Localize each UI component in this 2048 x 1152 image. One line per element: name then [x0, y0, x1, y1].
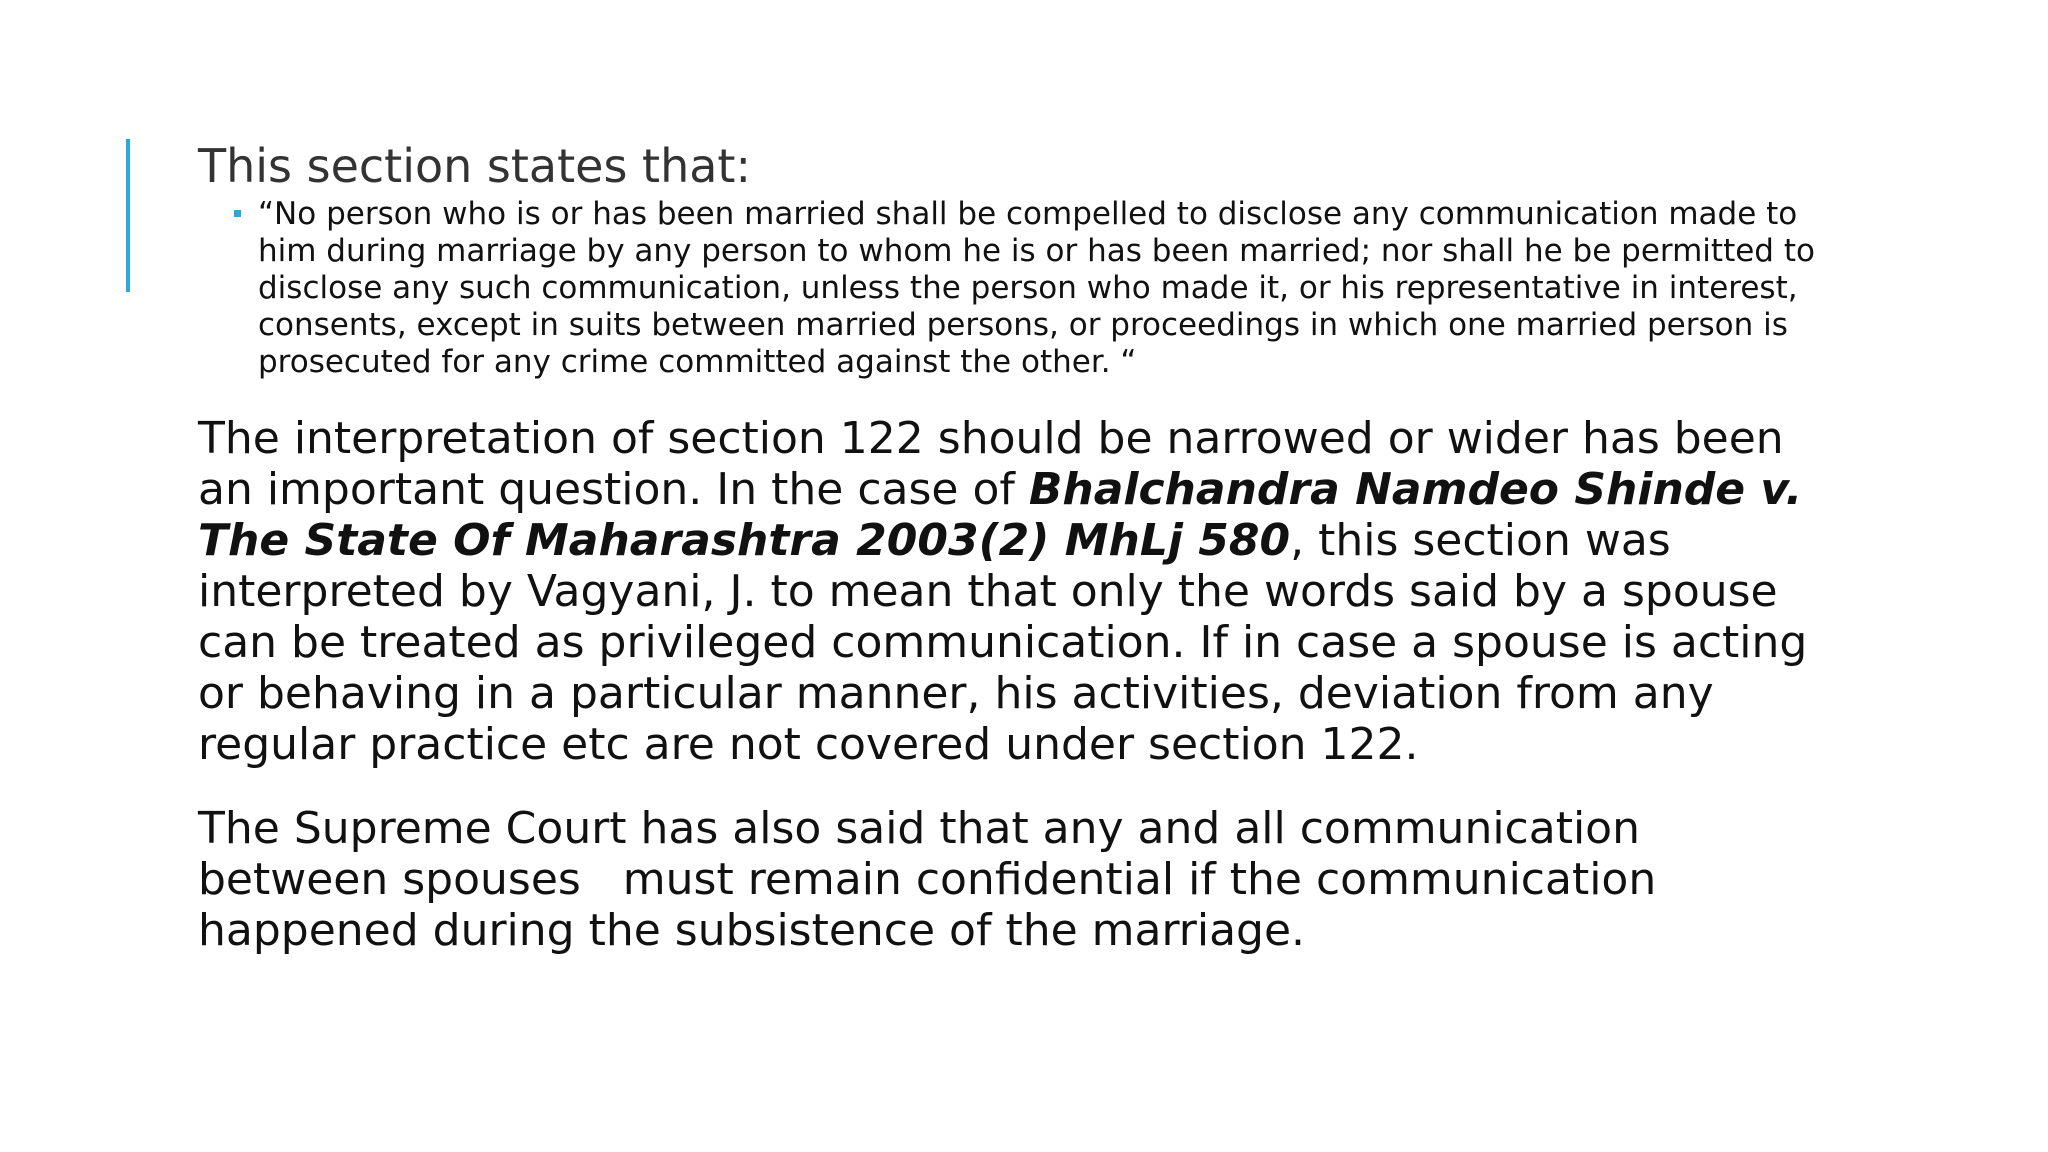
case-citation: Bhalchandra Namdeo Shinde v. The State Of Maharashtra 2003(2) MhLj 580 — [198, 464, 1803, 566]
slide-content — [198, 138, 1838, 956]
paragraph-supreme-court: The Supreme Court has also said that any and all communication between spouses must remain confidential if the communication happened during the subsistence of the marriage. — [198, 803, 1671, 956]
paragraph-1-rest: , this section was interpreted by Vagyani, J. to mean that only the words said by a spouse can be treated as privileged communication. If in case a spouse is acting or behaving in a particular manner, his activities, deviation from any regular practice etc are not covered under section 122. — [198, 515, 1808, 770]
paragraph-1-intro: The interpretation of section 122 should be narrowed or wider has been an important question. In the case of — [198, 413, 1784, 515]
square-bullet-icon — [234, 210, 241, 217]
slide-title: This section states that: — [198, 139, 751, 193]
bullet-item — [258, 196, 1848, 381]
bullet-list — [198, 196, 1838, 381]
paragraph-interpretation — [198, 413, 1838, 770]
bullet-text: “No person who is or has been married shall be compelled to disclose any communication made to him during marriage by any person to whom he is or has been married; nor shall he be permitted to disclose any such communication, unless the person who made it, or his representative in interest, consents, except in suits between married persons, or proceedings in which one married person is prosecuted for any crime committed against the other. “ — [258, 196, 1815, 380]
accent-bar — [126, 139, 130, 292]
